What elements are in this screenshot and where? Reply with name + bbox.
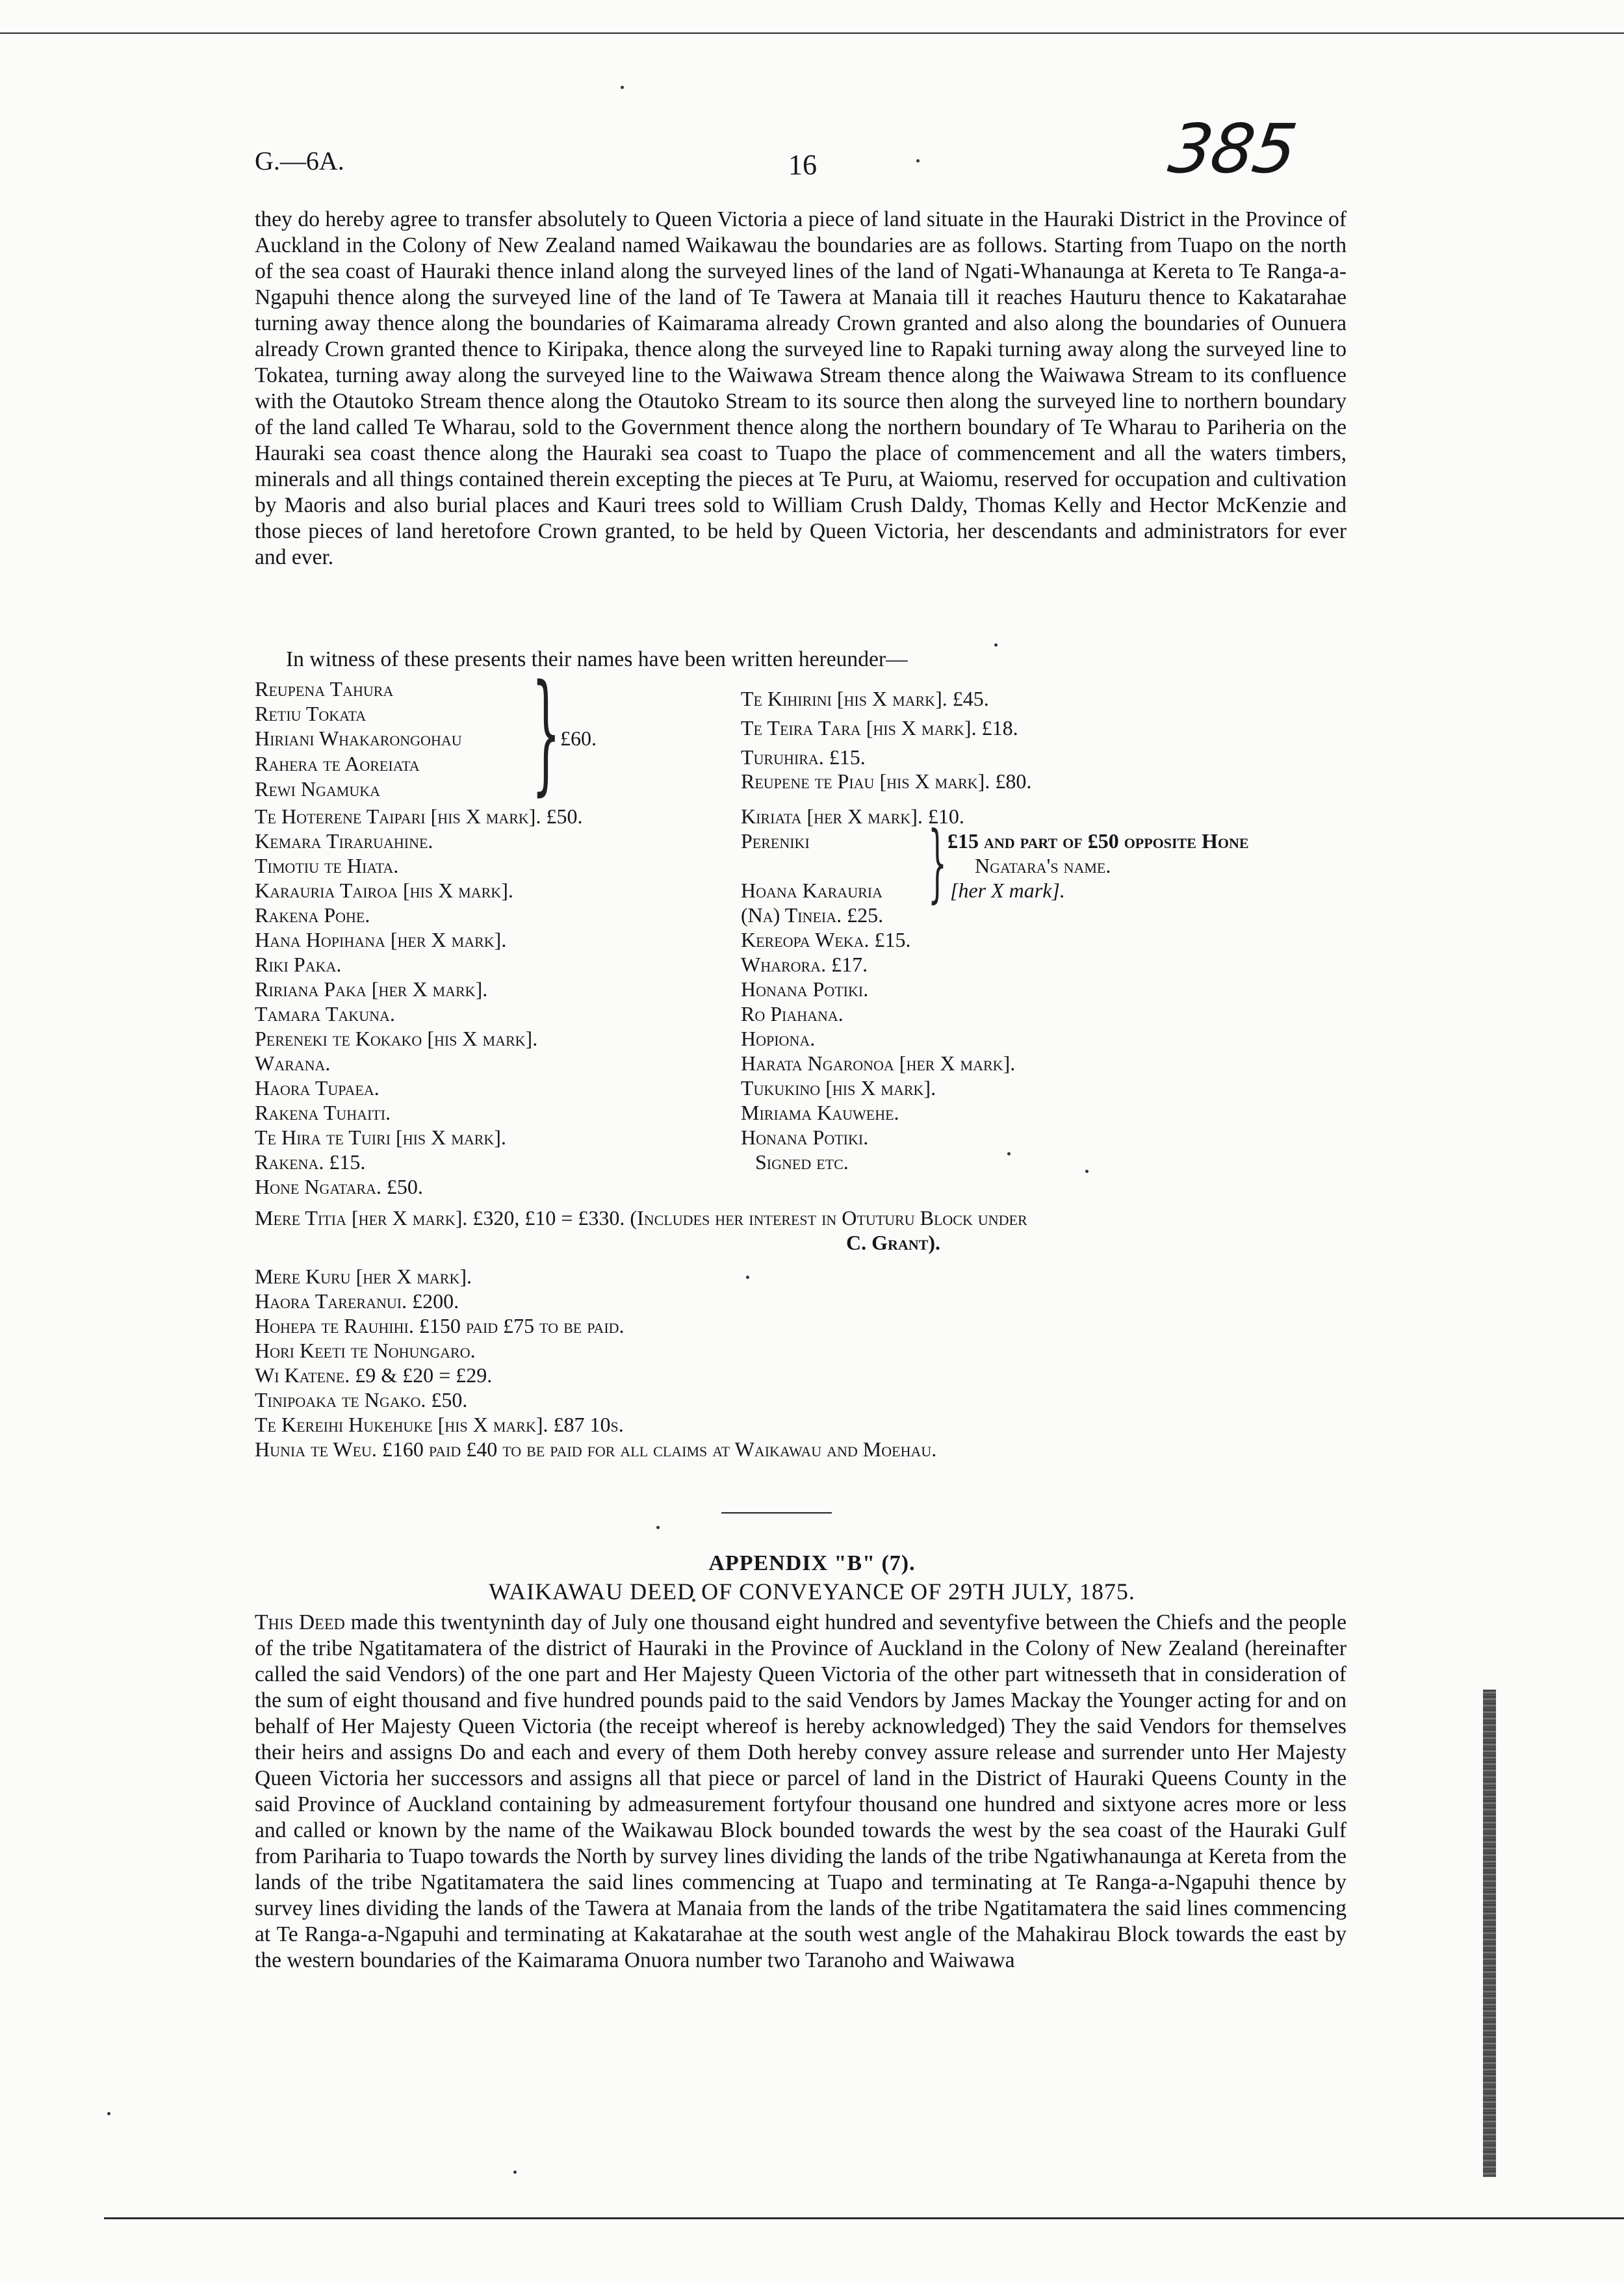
- signatory-continuation: C. Grant).: [846, 1231, 940, 1254]
- signatory: Hori Keeti te Nohungaro.: [255, 1339, 476, 1362]
- signatory: Rakena. £15.: [255, 1150, 366, 1174]
- signatory: Rahera te Aoreiata: [255, 752, 420, 775]
- signatory: Te Hira te Tuiri [his X mark].: [255, 1126, 506, 1149]
- signatory: Kemara Tiraruahine.: [255, 829, 433, 853]
- signatory: Wharora. £17.: [741, 953, 868, 976]
- signatory: Mere Titia [her X mark]. £320, £10 = £330. (Includes her interest in Otuturu Block under: [255, 1206, 1027, 1230]
- signed-note: Signed etc.: [755, 1150, 849, 1174]
- group-amount: £60.: [560, 727, 597, 750]
- signatory: Te Kihirini [his X mark]. £45.: [741, 687, 989, 710]
- signatory: Rakena Pohe.: [255, 903, 370, 927]
- signatory: Pereneki te Kokako [his X mark].: [255, 1027, 538, 1050]
- conveyance-paragraph: [255, 1610, 1347, 1974]
- signatory: Honana Potiki.: [741, 977, 869, 1001]
- signatory: Te Kereihi Hukehuke [his X mark]. £87 10s.: [255, 1413, 624, 1436]
- signatory: Riki Paka.: [255, 953, 342, 976]
- mark-note: [her X mark].: [950, 879, 1065, 902]
- signatory: (Na) Tineia. £25.: [741, 903, 884, 927]
- scan-edge-artifact: [1483, 1690, 1496, 2177]
- deed-lead: This Deed: [255, 1610, 345, 1634]
- signatory: Hopiona.: [741, 1027, 816, 1050]
- deed-paragraph: they do hereby agree to transfer absolutely to Queen Victoria a piece of land situate in the Hauraki District in the Province of Auckland in the Colony of New Zealand named Waikawau the boundaries are as follows. Starting from Tuapo on the north of the sea coast of Hauraki thence inland along the surveyed lines of the land of Ngati-Whanaunga at Kereta to Te Ranga-a-Ngapuhi thence along the surveyed line of the land of Te Tawera at Manaia till it reaches Hauturu thence to Kakatarahae turning away thence along the boundaries of Kaimarama already Crown granted and also along the boundaries of Ounuera already Crown granted thence to Kiripaka, thence along the surveyed line to Rapaki turning away along the surveyed line to Tokatea, turning away along the surveyed line to the Waiwawa Stream thence along the Waiwawa Stream to its confluence with the Otautoko Stream thence along the Otautoko Stream to its source then along the surveyed line to northern boundary of the land called Te Wharau, sold to the Government thence along the northern boundary of Te Wharau to Pariheria on the Hauraki sea coast thence along the Hauraki sea coast to Tuapo the place of commencement and all the waters timbers, minerals and all things contained therein excepting the pieces at Te Puru, at Waiomu, reserved for occupation and cultivation by Maoris and also burial places and Kauri trees sold to William Crush Daldy, Thomas Kelly and Hector McKenzie and those pieces of land heretofore Crown granted, to be held by Queen Victoria, her descendants and administrators for ever and ever.: [255, 207, 1347, 569]
- group-note: £15 and part of £50 opposite Hone: [947, 829, 1249, 853]
- signatory: Rewi Ngamuka: [255, 777, 380, 801]
- signatory: Te Hoterene Taipari [his X mark]. £50.: [255, 805, 583, 828]
- signatory: Tamara Takuna.: [255, 1002, 395, 1025]
- signatory: Hohepa te Rauhihi. £150 paid £75 to be paid.: [255, 1314, 625, 1337]
- signatory: Turuhira. £15.: [741, 745, 866, 769]
- paper-speck: [513, 2171, 517, 2174]
- deed-title: WAIKAWAU DEED OF CONVEYANCE OF 29TH JULY, 1875.: [489, 1579, 1135, 1604]
- signatory: Hunia te Weu. £160 paid £40 to be paid for all claims at Waikawau and Moehau.: [255, 1437, 937, 1461]
- top-border-line: [0, 32, 1624, 34]
- signatory: Haora Tareranui. £200.: [255, 1289, 459, 1313]
- signatory: Karauria Tairoa [his X mark].: [255, 879, 513, 902]
- signatory: Hone Ngatara. £50.: [255, 1175, 423, 1198]
- signatory: Hoana Karauria: [741, 879, 883, 902]
- paper-speck: [994, 643, 998, 647]
- signatory: Ririana Paka [her X mark].: [255, 977, 488, 1001]
- paper-speck: [107, 2112, 110, 2115]
- conveyance-body: made this twentyninth day of July one thousand eight hundred and seventyfive between the Chiefs and the people of the tribe Ngatitamatera of the district of Hauraki in the Province of Auckland in the Colony of New Zealand (hereinafter called the said Vendors) of the one part and Her Majesty Queen Victoria of the other part witnesseth that in consideration of the sum of eight thousand and five hundred pounds paid to the said Vendors by James Mackay the Younger acting for and on behalf of Her Majesty Queen Victoria (the receipt whereof is hereby acknowledged) They the said Vendors for themselves their heirs and assigns Do and each and every of them Doth hereby convey assure release and surrender unto Her Majesty Queen Victoria her successors and assigns all that piece or parcel of land in the District of Hauraki Queens County in the said Province of Auckland containing by admeasurement fortyfour thousand one hundred and sixtyone acres more or less and called or known by the name of the Waikawau Block bounded towards the west by the sea coast of the Hauraki Gulf from Pariharia to Tuapo towards the North by survey lines dividing the lands of the tribe Ngatiwhanaunga at Kereta from the lands of the tribe Ngatitamatera the said lines commencing at Tuapo and terminating at Te Ranga-a-Ngapuhi thence by survey lines dividing the lands of the Tawera at Manaia from the lands of the tribe Ngatitamatera the said lines commencing at Te Ranga-a-Ngapuhi and terminating at Kakatarahae at the south west angle of the Mahakirau Block towards the east by the western boundaries of the Kaimarama Onuora number two Taranoho and Waiwawa: [255, 1610, 1347, 1972]
- signatory: Wi Katene. £9 & £20 = £29.: [255, 1363, 493, 1387]
- signatory: Kiriata [her X mark]. £10.: [741, 805, 964, 828]
- group-brace: }: [928, 813, 947, 912]
- signatory: Miriama Kauwehe.: [741, 1101, 899, 1124]
- signatory: Reupena Tahura: [255, 677, 394, 701]
- signatory: Kereopa Weka. £15.: [741, 928, 911, 951]
- signatory: Hiriani Whakarongohau: [255, 727, 462, 750]
- paper-speck: [1085, 1170, 1089, 1173]
- signatory: Retiu Tokata: [255, 702, 367, 725]
- paper-speck: [746, 1276, 749, 1279]
- signatory: Tukukino [his X mark].: [741, 1076, 936, 1100]
- handwritten-folio-number: 385: [1164, 109, 1301, 188]
- signatory: Rakena Tuhaiti.: [255, 1101, 391, 1124]
- signatory: Tinipoaka te Ngako. £50.: [255, 1388, 468, 1411]
- paper-speck: [621, 86, 624, 89]
- signatory: Harata Ngaronoa [her X mark].: [741, 1051, 1016, 1075]
- group-note-continuation: Ngatara's name.: [975, 854, 1111, 877]
- signatory: Hana Hopihana [her X mark].: [255, 928, 507, 951]
- page-number: 16: [788, 149, 817, 181]
- signatory: Timotiu te Hiata.: [255, 854, 399, 877]
- signatory: Haora Tupaea.: [255, 1076, 380, 1100]
- witness-line: In witness of these presents their names have been written hereunder—: [286, 647, 908, 671]
- signatory: Warana.: [255, 1051, 331, 1075]
- paper-speck: [1007, 1152, 1011, 1155]
- appendix-title: APPENDIX "B" (7).: [708, 1551, 916, 1575]
- group-brace: }: [532, 657, 561, 808]
- signatory: Te Teira Tara [his X mark]. £18.: [741, 716, 1018, 740]
- section-divider: [721, 1512, 832, 1514]
- document-reference: G.—6A.: [255, 146, 344, 175]
- paper-speck: [916, 159, 920, 162]
- signatory: Honana Potiki.: [741, 1126, 869, 1149]
- signatory: Pereniki: [741, 829, 810, 853]
- paper-speck: [656, 1526, 660, 1529]
- signatory: Ro Piahana.: [741, 1002, 844, 1025]
- signatory: Reupene te Piau [his X mark]. £80.: [741, 769, 1032, 793]
- signatory: Mere Kuru [her X mark].: [255, 1265, 472, 1288]
- bottom-border-line: [104, 2217, 1624, 2219]
